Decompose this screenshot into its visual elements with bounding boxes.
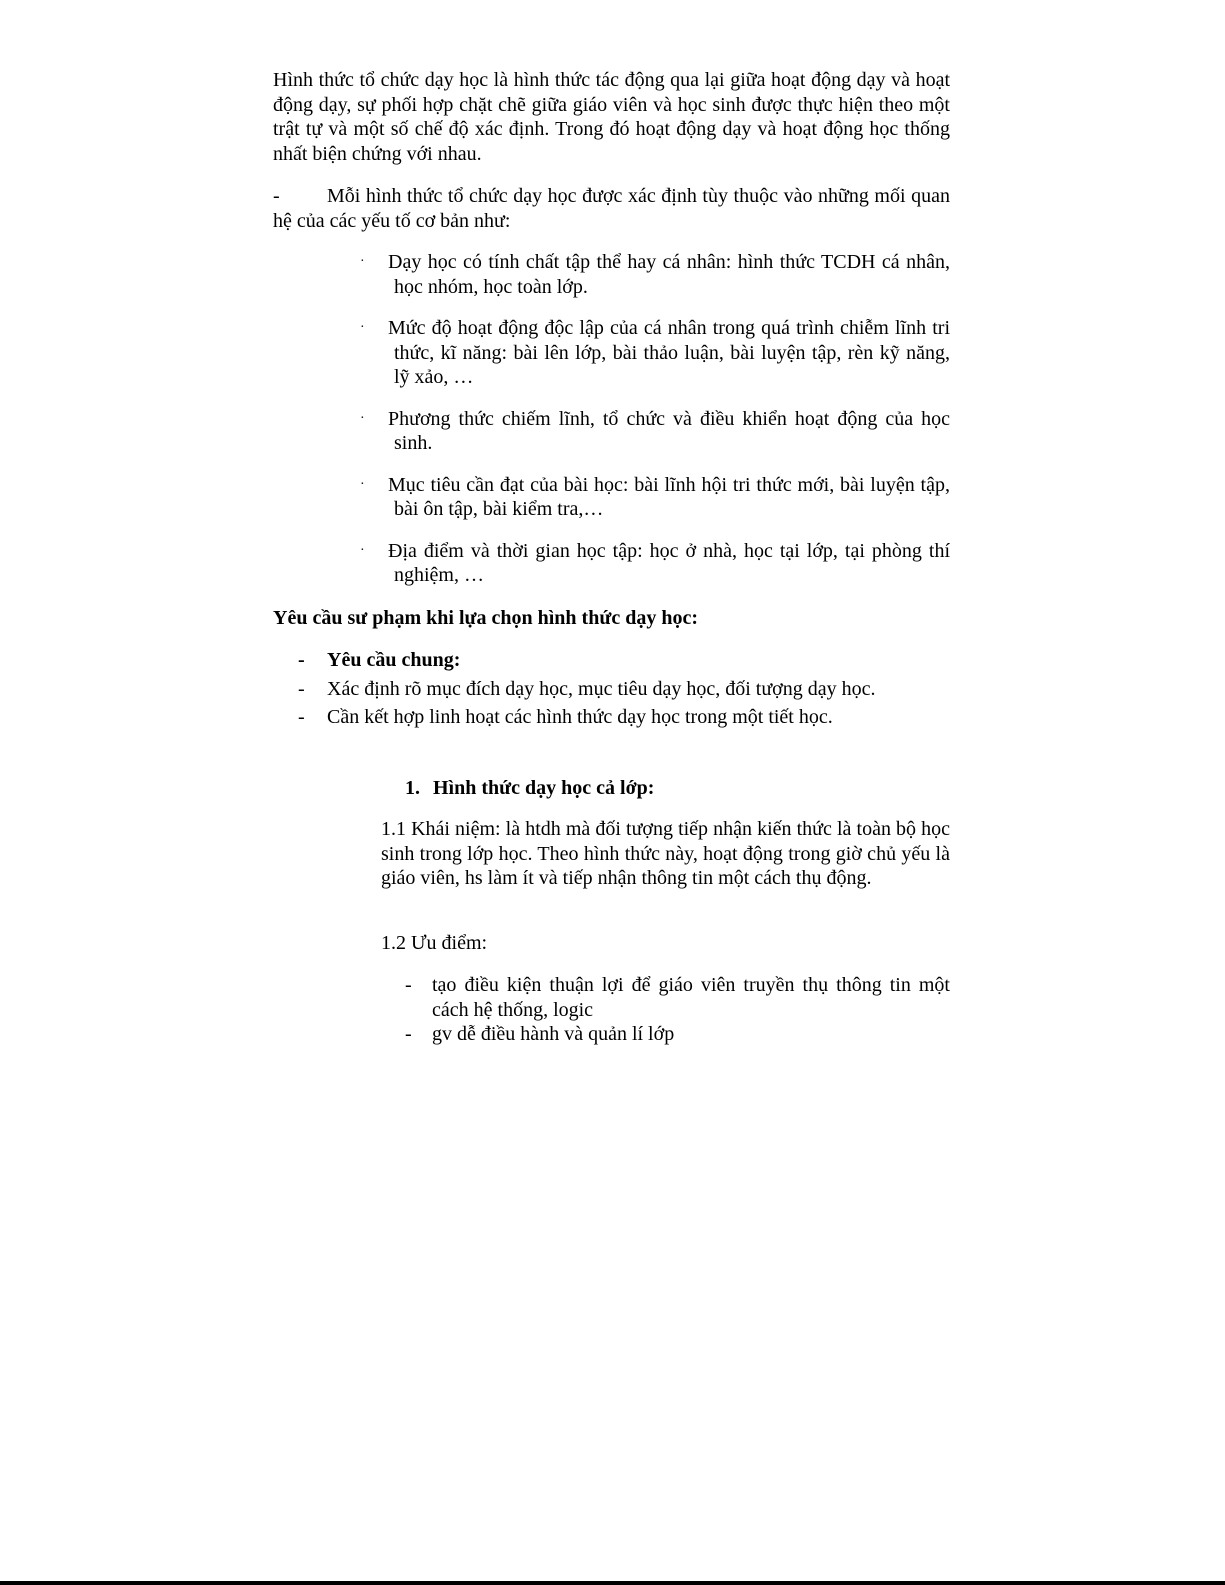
advantages-list — [405, 973, 950, 1047]
dash-marker: - — [298, 649, 305, 671]
dash-marker: - — [405, 974, 412, 996]
bullet-marker: · — [360, 320, 365, 335]
concept-paragraph: 1.1 Khái niệm: là htdh mà đối tượng tiếp nhận kiến thức là toàn bộ học sinh trong lớp học. Theo hình thức này, hoạt động trong giờ chủ yếu là giáo viên, hs làm ít và tiếp nhận thông tin một cách thụ động. — [381, 818, 950, 889]
list-item-text: Cần kết hợp linh hoạt các hình thức dạy học trong một tiết học. — [327, 706, 833, 728]
factors-list — [360, 250, 950, 605]
list-item — [360, 250, 950, 299]
list-item — [298, 677, 950, 702]
factors-lead-paragraph — [273, 184, 950, 233]
section-heading — [405, 776, 654, 801]
list-item — [405, 1022, 950, 1047]
list-item — [360, 407, 950, 456]
intro-paragraph: Hình thức tổ chức dạy học là hình thức tác động qua lại giữa hoạt động dạy và hoạt động dạy, sự phối hợp chặt chẽ giữa giáo viên và học sinh được thực hiện theo một trật tự và một số chế độ xác định. Trong đó hoạt động dạy và hoạt động học thống nhất biện chứng với nhau. — [273, 69, 950, 165]
list-item-text: tạo điều kiện thuận lợi để giáo viên truyền thụ thông tin một cách hệ thống, logic — [432, 974, 950, 1021]
requirements-heading: Yêu cầu sư phạm khi lựa chọn hình thức dạy học: — [273, 607, 698, 629]
section-title: Hình thức dạy học cả lớp: — [433, 777, 655, 799]
list-item-text: Địa điểm và thời gian học tập: học ở nhà, học tại lớp, tại phòng thí nghiệm, … — [388, 539, 950, 586]
list-item-text: Mức độ hoạt động độc lập của cá nhân trong quá trình chiễm lĩnh tri thức, kĩ năng: bài lên lớp, bài thảo luận, bài luyện tập, rèn kỹ năng, lỹ xảo, … — [388, 317, 950, 388]
list-item-text: Xác định rõ mục đích dạy học, mục tiêu dạy học, đối tượng dạy học. — [327, 677, 876, 700]
factors-lead-text: Mỗi hình thức tổ chức dạy học được xác định tùy thuộc vào những mối quan hệ của các yếu tố cơ bản như: — [273, 185, 950, 232]
list-item — [360, 539, 950, 588]
section-number: 1. — [405, 777, 420, 799]
dash-marker: - — [298, 677, 305, 700]
list-item-text: Dạy học có tính chất tập thể hay cá nhân: hình thức TCDH cá nhân, học nhóm, học toàn lớp. — [388, 251, 950, 298]
page-bottom-edge — [0, 1581, 1225, 1585]
dash-marker: - — [405, 1023, 412, 1045]
bullet-marker: · — [360, 254, 365, 269]
list-item — [360, 473, 950, 522]
bullet-marker: · — [360, 476, 365, 492]
list-item — [298, 705, 950, 730]
list-item — [360, 316, 950, 390]
dash-marker: - — [298, 706, 305, 728]
list-item-text: gv dễ điều hành và quản lí lớp — [432, 1023, 675, 1045]
bullet-marker: · — [360, 410, 365, 426]
list-item — [298, 648, 950, 673]
dash-marker: - — [273, 185, 280, 207]
list-item-text: Yêu cầu chung: — [327, 649, 461, 671]
requirements-list — [298, 648, 950, 734]
list-item-text: Phương thức chiếm lĩnh, tổ chức và điều khiển hoạt động của học sinh. — [388, 407, 950, 454]
list-item — [405, 973, 950, 1022]
bullet-marker: · — [360, 542, 365, 558]
advantages-title: 1.2 Ưu điểm: — [381, 932, 488, 954]
list-item-text: Mục tiêu cần đạt của bài học: bài lĩnh hội tri thức mới, bài luyện tập, bài ôn tập, bài kiểm tra,… — [388, 473, 950, 520]
